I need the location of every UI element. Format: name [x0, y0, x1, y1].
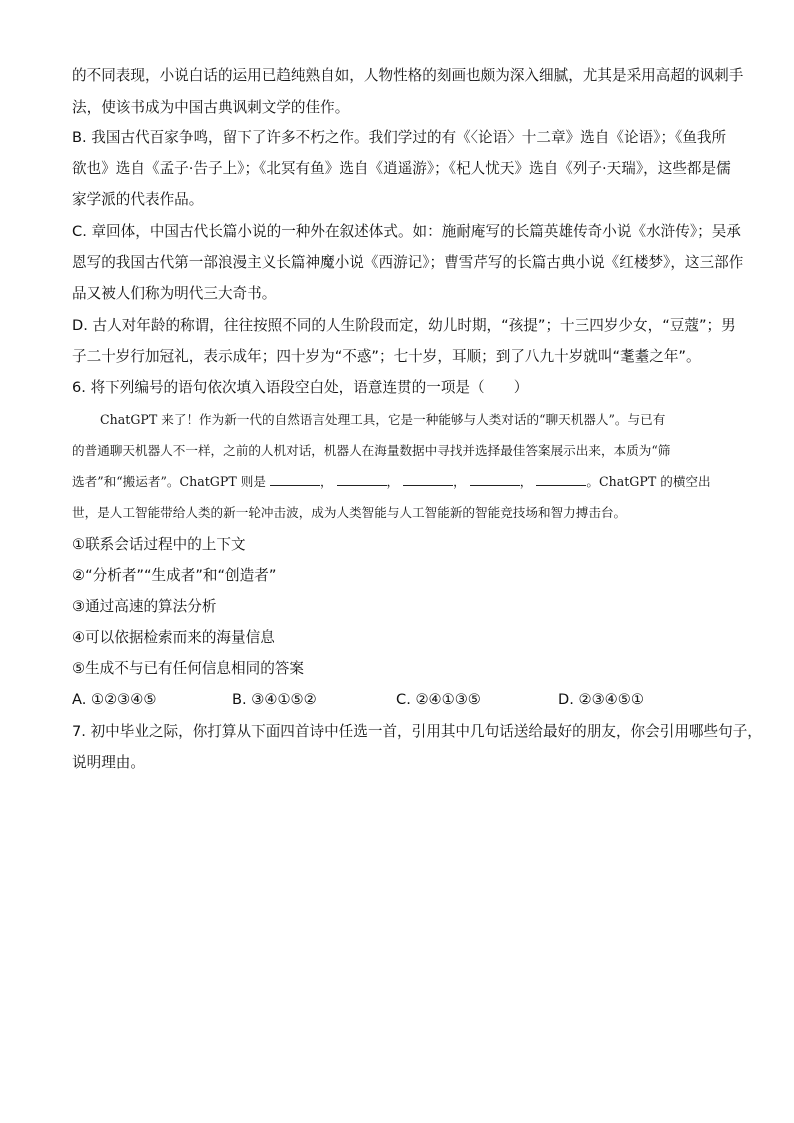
question-7-stem: 7. 初中毕业之际，你打算从下面四首诗中任选一首，引用其中几句话送给最好的朋友，你会引用哪些句子，	[72, 723, 762, 740]
option-c-line: 品又被人们称为明代三大奇书。	[72, 285, 277, 302]
sentence-item: ③通过高速的算法分析	[72, 598, 217, 615]
option-c-line: C. 章回体，中国古代长篇小说的一种外在叙述体式。如：施耐庵写的长篇英雄传奇小说《水浒传》；吴承	[72, 223, 741, 240]
answer-option-a: A. ①②③④⑤	[72, 691, 157, 708]
passage-line: 世，是人工智能带给人类的新一轮冲击波，成为人类智能与人工智能新的智能竞技场和智力搏击台。	[72, 505, 627, 520]
sentence-item: ⑤生成不与已有任何信息相同的答案	[72, 660, 304, 677]
blank-5	[536, 473, 586, 486]
sentence-item: ②“分析者”“生成者”和“创造者”	[72, 567, 277, 584]
passage-text: 。ChatGPT 的横空出	[586, 474, 711, 489]
question-7-stem: 说明理由。	[72, 754, 145, 771]
option-d-line: 子二十岁行加冠礼，表示成年；四十岁为“不惑”；七十岁，耳顺；到了八九十岁就叫“耄耋之年”。	[72, 348, 701, 365]
blank-separator: ，	[453, 474, 466, 489]
blank-2	[337, 473, 387, 486]
answer-option-d: D. ②③④⑤①	[558, 691, 644, 708]
option-b-line: B. 我国古代百家争鸣，留下了许多不朽之作。我们学过的有《〈论语〉十二章》选自《论语》；《鱼我所	[72, 129, 727, 146]
answer-option-b: B. ③④①⑤②	[232, 691, 317, 708]
sentence-item: ④可以依据检索而来的海量信息	[72, 629, 275, 646]
answer-option-c: C. ②④①③⑤	[396, 691, 481, 708]
passage-line-with-blanks	[72, 473, 711, 491]
option-b-line: 家学派的代表作品。	[72, 191, 204, 208]
blank-1	[270, 473, 320, 486]
question-6-stem: 6. 将下列编号的语句依次填入语段空白处，语意连贯的一项是（ ）	[72, 379, 529, 396]
option-b-line: 欲也》选自《孟子·告子上》；《北冥有鱼》选自《逍遥游》；《杞人忧天》选自《列子·天瑞》，这些都是儒	[72, 160, 731, 177]
option-d-line: D. 古人对年龄的称谓，往往按照不同的人生阶段而定，幼儿时期，“孩提”；十三四岁少女，“豆蔻”；男	[72, 317, 736, 334]
passage-text: 选者”和“搬运者”。ChatGPT 则是	[72, 474, 266, 489]
sentence-item: ①联系会话过程中的上下文	[72, 536, 246, 553]
option-c-line: 恩写的我国古代第一部浪漫主义长篇神魔小说《西游记》；曹雪芹写的长篇古典小说《红楼梦》，这三部作	[72, 254, 744, 271]
blank-4	[470, 473, 520, 486]
passage-line: 的普通聊天机器人不一样，之前的人机对话，机器人在海量数据中寻找并选择最佳答案展示出来，本质为“筛	[72, 443, 671, 458]
blank-separator: ，	[319, 474, 333, 489]
passage-line: ChatGPT 来了！作为新一代的自然语言处理工具，它是一种能够与人类对话的“聊天机器人”。与已有	[100, 412, 666, 427]
blank-3	[403, 473, 453, 486]
blank-separator: ，	[519, 474, 533, 489]
paragraph-line: 的不同表现，小说白话的运用已趋纯熟自如，人物性格的刻画也颇为深入细腻，尤其是采用高超的讽刺手	[72, 67, 744, 84]
blank-separator: ，	[386, 474, 400, 489]
paragraph-line: 法，使该书成为中国古典讽刺文学的佳作。	[72, 99, 350, 116]
